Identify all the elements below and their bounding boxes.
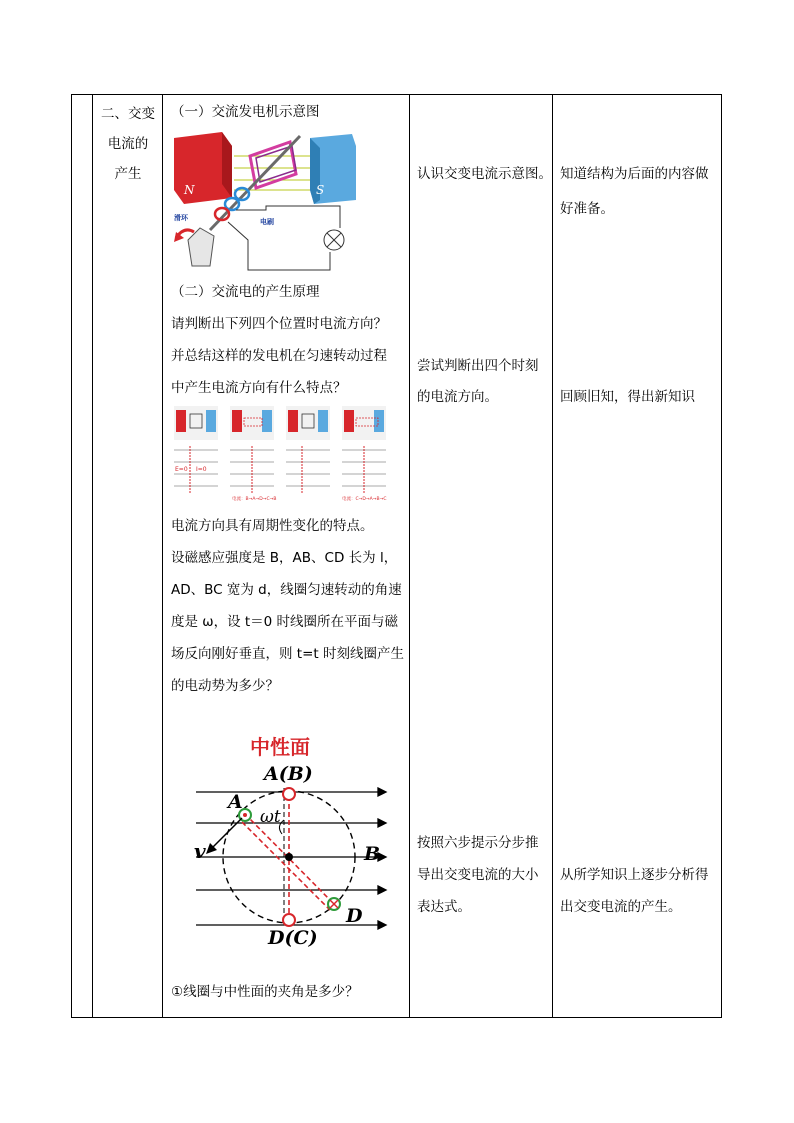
column-divider (92, 94, 93, 1018)
position-panel (342, 406, 386, 440)
setup-line: 的电动势为多少？ (171, 678, 279, 694)
setup-line: 设磁感应强度是 B，AB、CD 长为 l， (171, 550, 398, 566)
setup-line: AD、BC 宽为 d，线圈匀速转动的角速 (171, 582, 402, 598)
i-zero-label: I=0 (196, 466, 207, 473)
position-panel (286, 406, 330, 440)
question-line: 请判断出下列四个位置时电流方向？ (171, 316, 387, 332)
column-divider (552, 94, 553, 1018)
conclusion-text: 电流方向具有周期性变化的特点。 (171, 518, 374, 534)
student-activity-3-line: 按照六步提示分步推 (417, 835, 539, 851)
position-panel (174, 406, 218, 440)
label-d: D (346, 905, 363, 927)
student-activity-2-line: 的电流方向。 (417, 389, 498, 405)
setup-line: 度是 ω，设 t＝0 时线圈所在平面与磁 (171, 614, 399, 630)
e-zero-label: E=0 (175, 466, 188, 473)
design-intent-3-line: 从所学知识上逐步分析得 (560, 867, 709, 883)
position-panel (230, 406, 274, 440)
section-title-line: 产生 (114, 166, 142, 182)
section-title-line: 电流的 (107, 136, 149, 152)
current-direction-2: 电流：C→D→A→B→C (342, 497, 387, 502)
slip-ring-label: 滑环 (174, 214, 188, 222)
ac-generator-diagram (170, 128, 360, 276)
label-a: A (228, 791, 243, 813)
pole-s-label: S (316, 183, 325, 197)
current-direction-1: 电流：B→A→D→C→B (232, 497, 277, 502)
label-omega-t: ωt (260, 807, 281, 827)
label-b: B (364, 843, 381, 865)
four-positions-diagram (172, 404, 398, 504)
brush-label: 电刷 (260, 218, 274, 226)
heading-generator: （一）交流发电机示意图 (171, 104, 320, 120)
design-intent-2: 回顾旧知，得出新知识 (560, 389, 695, 405)
step-question: ①线圈与中性面的夹角是多少？ (171, 984, 359, 1000)
setup-line: 场反向刚好垂直，则 t=t 时刻线圈产生 (171, 646, 404, 662)
column-divider (162, 94, 163, 1018)
pole-n-label: N (184, 183, 195, 197)
label-v: v (194, 839, 206, 863)
design-intent-1-line: 好准备。 (560, 201, 614, 217)
question-line: 中产生电流方向有什么特点？ (171, 380, 347, 396)
neutral-plane-diagram (190, 730, 390, 950)
heading-principle: （二）交流电的产生原理 (171, 284, 320, 300)
student-activity-1: 认识交变电流示意图。 (417, 166, 552, 182)
question-line: 并总结这样的发电机在匀速转动过程 (171, 348, 387, 364)
section-title-line: 二、交变 (101, 106, 155, 122)
neutral-plane-title: 中性面 (250, 735, 310, 759)
label-dc: D(C) (268, 927, 318, 949)
column-divider (409, 94, 410, 1018)
student-activity-2-line: 尝试判断出四个时刻 (417, 358, 539, 374)
student-activity-3-line: 导出交变电流的大小 (417, 867, 539, 883)
student-activity-3-line: 表达式。 (417, 899, 471, 915)
design-intent-1-line: 知道结构为后面的内容做 (560, 166, 709, 182)
label-ab: A(B) (264, 763, 313, 785)
section-title (96, 99, 160, 189)
design-intent-3-line: 出交变电流的产生。 (560, 899, 682, 915)
